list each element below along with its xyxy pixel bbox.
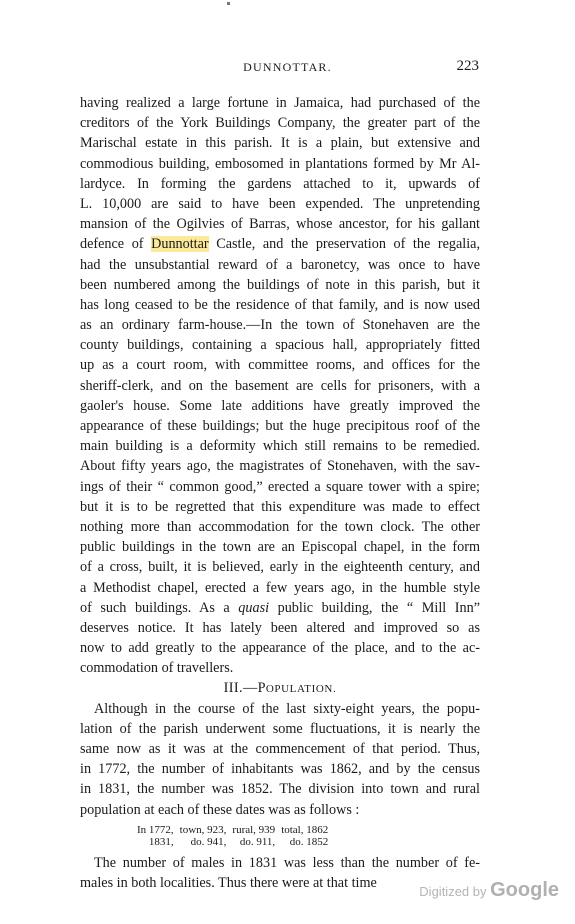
running-head	[0, 60, 575, 78]
text-line	[80, 598, 480, 618]
text-line: sheriff-clerk, and on the basement are cells for prisoners, with a	[80, 377, 480, 394]
text-line: but it is to be regretted that this expenditure was made to effect	[80, 498, 480, 515]
text-line: appearance of these buildings; but the huge precipitous roof of the	[80, 418, 480, 434]
section-heading	[80, 678, 480, 698]
highlighted-search-term: Dunnottar	[151, 236, 209, 253]
text-line: has long ceased to be the residence of that family, and is now used	[80, 296, 480, 313]
table-cell: do. 941,	[190, 836, 227, 849]
scan-speck	[227, 2, 230, 5]
section-title: OPULATION.	[265, 683, 337, 696]
running-title: DUNNOTTAR.	[243, 60, 332, 74]
text-line: ings of their “ common good,” erected a square tower with a spire;	[80, 478, 480, 495]
text-line: nothing more than accommodation for the town clock. The other	[80, 518, 480, 535]
text-line: population at each of these dates was as follows :	[80, 801, 360, 818]
text-line: main building is a deformity which still remains to be remedied.	[80, 438, 480, 455]
text-line: gaoler's house. Some late additions have greatly improved the	[80, 397, 480, 414]
text-line: up as a court room, with committee rooms, and offices for the	[80, 357, 480, 374]
text-line: as an ordinary farm-house.—In the town of Stonehaven are the	[80, 317, 480, 334]
text-line: a Methodist chapel, erected a few years ago, in the humble style	[80, 579, 480, 596]
text-segment: public building, the “ Mill Inn”	[269, 599, 480, 616]
italic-term: quasi	[238, 599, 270, 616]
text-line: deserves notice. It has lately been altered and improved so as	[80, 619, 480, 636]
table-cell: town, 923,	[179, 823, 227, 836]
page-number: 223	[456, 58, 479, 74]
text-line: had the unsubstantial reward of a baronetcy, was once to have	[80, 256, 480, 273]
table-cell: rural, 939	[232, 823, 276, 836]
text-line: L. 10,000 are said to have been expended. The unpretending	[80, 195, 480, 212]
page-body	[80, 93, 480, 893]
table-cell: do. 1852	[289, 836, 329, 849]
digitized-watermark	[419, 879, 559, 902]
text-line: About fifty years ago, the magistrates of Stonehaven, with the sav-	[80, 458, 480, 475]
text-line: in 1831, the number was 1852. The division into town and rural	[80, 781, 480, 798]
text-line: males in both localities. Thus there were at that time	[80, 874, 377, 891]
text-line: commodation of travellers.	[80, 660, 234, 677]
text-line: in 1772, the number of inhabitants was 1862, and by the census	[80, 761, 480, 778]
table-cell: do. 911,	[239, 836, 276, 849]
table-cell: total, 1862	[281, 823, 329, 836]
text-line: mansion of the Ogilvies of Barras, whose ancestor, for his gallant	[80, 216, 480, 233]
text-line: Marischal estate in this parish. It is a plain, but extensive and	[80, 135, 480, 152]
table-row	[134, 836, 331, 849]
text-line: public buildings in the town are an Episcopal chapel, in the form	[80, 539, 480, 556]
google-logo: Google	[490, 879, 559, 901]
census-table	[134, 824, 331, 849]
text-segment: of such buildings. As a	[80, 599, 239, 616]
text-segment: defence of	[80, 236, 152, 253]
text-line	[80, 234, 480, 254]
text-line: creditors of the York Buildings Company, the greater part of the	[80, 115, 480, 132]
text-line: now to add greatly to the appearance of the place, and to the ac-	[80, 640, 480, 657]
watermark-prefix: Digitized by	[419, 884, 491, 899]
text-segment: Castle, and the preservation of the regalia,	[208, 236, 480, 253]
table-row	[134, 824, 331, 837]
text-line: county buildings, containing a spacious hall, appropriately fitted	[80, 337, 480, 354]
text-line: same now as it was at the commencement of that period. Thus,	[80, 741, 480, 757]
text-line: commodious building, embosomed in plantations formed by Mr Al-	[80, 155, 480, 172]
text-line: lation of the parish underwent some fluctuations, it is nearly the	[80, 720, 480, 737]
text-line: having realized a large fortune in Jamaica, had purchased of the	[80, 95, 480, 111]
text-line: Although in the course of the last sixty-eight years, the popu-	[94, 700, 480, 717]
text-line: The number of males in 1831 was less than the number of fe-	[94, 854, 480, 871]
text-line: been numbered among the buildings of note in this parish, but it	[80, 276, 480, 293]
text-line: lardyce. In forming the gardens attached to it, upwards of	[80, 175, 480, 192]
table-cell: In 1772,	[137, 823, 174, 836]
text-line: of a cross, built, it is believed, early in the eighteenth century, and	[80, 559, 480, 576]
section-numeral: III.—P	[223, 680, 266, 697]
table-cell: 1831,	[148, 836, 174, 849]
